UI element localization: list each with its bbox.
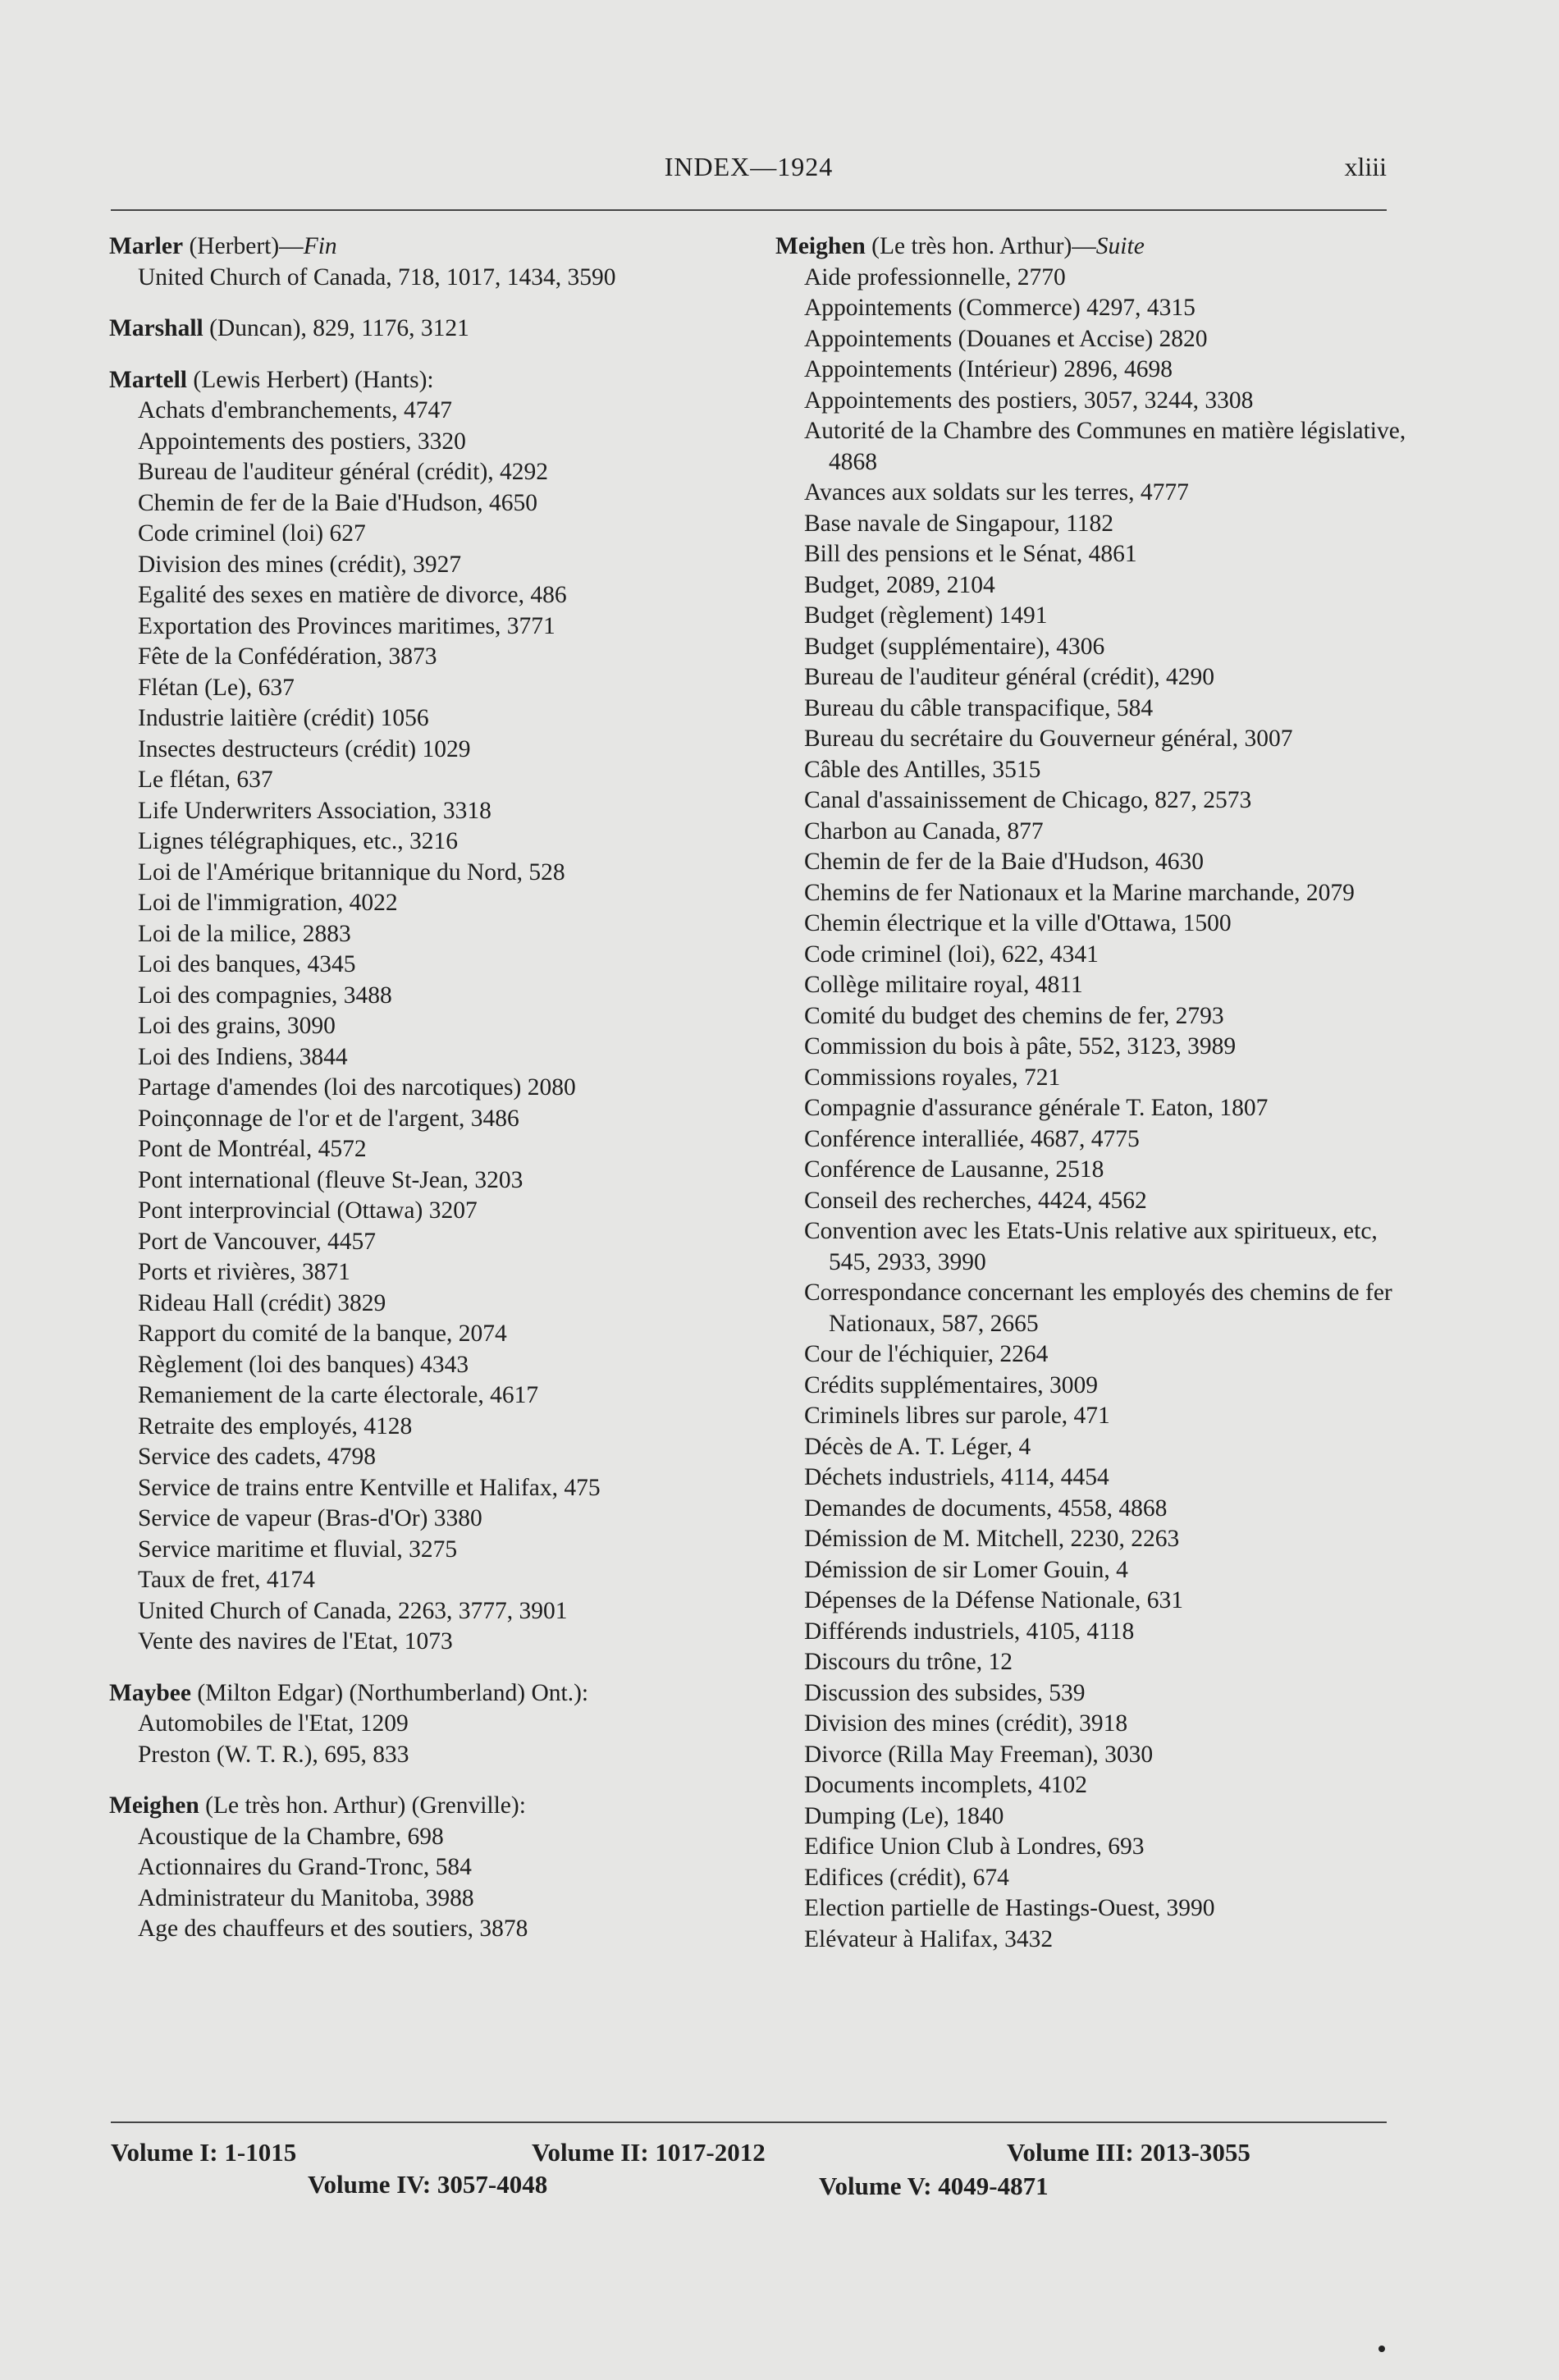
index-subentry: Rideau Hall (crédit) 3829: [138, 1289, 386, 1316]
index-subentry: Cour de l'échiquier, 2264: [804, 1341, 1049, 1367]
index-subentry: Pont international (fleuve St-Jean, 3203: [138, 1166, 523, 1193]
index-subentry: Election partielle de Hastings-Ouest, 3990: [804, 1895, 1215, 1921]
index-subentry: Port de Vancouver, 4457: [138, 1228, 376, 1255]
index-subentry: Elévateur à Halifax, 3432: [804, 1925, 1054, 1952]
volume-range-3: Volume III: 2013-3055: [1007, 2138, 1250, 2167]
member-name: Marshall: [109, 315, 203, 341]
index-subentry: United Church of Canada, 2263, 3777, 3901: [138, 1597, 568, 1624]
index-subentry: Acoustique de la Chambre, 698: [138, 1823, 444, 1850]
index-subentry: Budget (supplémentaire), 4306: [804, 633, 1105, 660]
index-subentry: Ports et rivières, 3871: [138, 1259, 350, 1285]
index-subentry: Chemin électrique et la ville d'Ottawa, 1500: [804, 910, 1232, 936]
entry-heading: [109, 231, 757, 263]
index-subentry: Retraite des employés, 4128: [138, 1412, 413, 1439]
member-name: Maybee: [109, 1679, 191, 1706]
index-subentry: Budget (règlement) 1491: [804, 602, 1048, 629]
index-subentry: Conférence interalliée, 4687, 4775: [804, 1125, 1140, 1152]
volume-range-1: Volume I: 1-1015: [111, 2138, 297, 2167]
index-subentry: Service de trains entre Kentville et Halifax, 475: [138, 1474, 601, 1501]
index-subentry: Industrie laitière (crédit) 1056: [138, 705, 429, 731]
member-details: (Duncan), 829, 1176, 3121: [203, 315, 469, 341]
index-entry: [109, 1791, 757, 1945]
index-subentry: Loi des banques, 4345: [138, 951, 356, 977]
page-title: INDEX—1924: [664, 152, 834, 181]
index-subentry: Appointements des postiers, 3057, 3244, 3308: [804, 387, 1254, 414]
index-subentry: Demandes de documents, 4558, 4868: [804, 1494, 1168, 1522]
index-subentry: Partage d'amendes (loi des narcotiques) 2080: [138, 1074, 576, 1101]
index-subentry: Lignes télégraphiques, etc., 3216: [138, 828, 458, 854]
index-subentry: Le flétan, 637: [138, 767, 273, 793]
member-details: (Le très hon. Arthur)—: [865, 233, 1096, 259]
index-subentry: Achats d'embranchements, 4747: [138, 397, 452, 423]
printer-mark: [1378, 2346, 1385, 2352]
index-subentry: Actionnaires du Grand-Tronc, 584: [138, 1854, 472, 1880]
index-subentry: Déchets industriels, 4114, 4454: [804, 1464, 1109, 1490]
volume-range-5: Volume V: 4049-4871: [819, 2172, 1049, 2200]
running-head: [111, 152, 1387, 193]
member-details: (Herbert)—: [183, 233, 304, 259]
index-subentry: Taux de fret, 4174: [138, 1567, 315, 1593]
index-subentry: Automobiles de l'Etat, 1209: [138, 1710, 409, 1737]
index-subentry: Correspondance concernant les employés des chemins de fer Nationaux, 587, 2665: [804, 1279, 1392, 1337]
entry-heading: [775, 231, 1424, 263]
index-subentry: Base navale de Singapour, 1182: [804, 510, 1114, 537]
entry-heading: [109, 1791, 757, 1822]
index-column-left: [109, 231, 757, 1945]
index-subentry: Pont de Montréal, 4572: [138, 1136, 367, 1162]
index-subentry: Rapport du comité de la banque, 2074: [138, 1320, 507, 1347]
footer-rule: [111, 2121, 1387, 2123]
index-subentry: Documents incomplets, 4102: [804, 1772, 1087, 1798]
member-details: (Le très hon. Arthur) (Grenville):: [199, 1792, 526, 1819]
index-subentry: Chemin de fer de la Baie d'Hudson, 4630: [804, 849, 1205, 875]
index-subentry: Edifices (crédit), 674: [804, 1864, 1009, 1891]
index-subentry: Commission du bois à pâte, 552, 3123, 3989: [804, 1033, 1237, 1060]
index-subentry: Décès de A. T. Léger, 4: [804, 1433, 1031, 1460]
index-subentry: Division des mines (crédit), 3927: [138, 551, 462, 578]
member-details: (Lewis Herbert) (Hants):: [187, 366, 434, 393]
entry-heading: [109, 1678, 757, 1709]
index-subentry: Collège militaire royal, 4811: [804, 972, 1083, 998]
index-subentry: Crédits supplémentaires, 3009: [804, 1371, 1099, 1398]
index-subentry: Chemins de fer Nationaux et la Marine marchande, 2079: [804, 879, 1355, 906]
index-subentry: Appointements (Douanes et Accise) 2820: [804, 325, 1208, 352]
index-subentry: Criminels libres sur parole, 471: [804, 1403, 1110, 1429]
index-subentry: Egalité des sexes en matière de divorce, 486: [138, 582, 567, 608]
index-subentry: Age des chauffeurs et des soutiers, 3878: [138, 1915, 528, 1942]
index-subentry: Bureau de l'auditeur général (crédit), 4292: [138, 459, 549, 485]
index-subentry: Service maritime et fluvial, 3275: [138, 1536, 458, 1563]
index-subentry: Comité du budget des chemins de fer, 2793: [804, 1002, 1224, 1029]
index-entry: [109, 314, 757, 345]
index-subentry: Edifice Union Club à Londres, 693: [804, 1833, 1145, 1860]
header-rule: [111, 209, 1387, 211]
index-subentry: Bureau de l'auditeur général (crédit), 4290: [804, 664, 1215, 690]
index-subentry: Discussion des subsides, 539: [804, 1679, 1086, 1706]
index-subentry: Démission de M. Mitchell, 2230, 2263: [804, 1526, 1180, 1552]
volume-range-4: Volume IV: 3057-4048: [308, 2170, 548, 2199]
index-subentry: Loi des grains, 3090: [138, 1013, 336, 1039]
index-subentry: Câble des Antilles, 3515: [804, 756, 1041, 783]
page-number: xliii: [1344, 152, 1387, 181]
index-subentry: Administrateur du Manitoba, 3988: [138, 1884, 474, 1911]
index-subentry: Preston (W. T. R.), 695, 833: [138, 1741, 409, 1768]
index-subentry: Conseil des recherches, 4424, 4562: [804, 1187, 1147, 1214]
index-subentry: Pont interprovincial (Ottawa) 3207: [138, 1197, 478, 1224]
member-details: (Milton Edgar) (Northumberland) Ont.):: [190, 1679, 589, 1706]
member-name: Meighen: [775, 233, 866, 259]
index-subentry: Code criminel (loi), 622, 4341: [804, 941, 1099, 968]
index-subentry: Loi de l'Amérique britannique du Nord, 528: [138, 858, 565, 886]
member-name: Meighen: [109, 1792, 199, 1819]
index-subentry: Canal d'assainissement de Chicago, 827, 2573: [804, 787, 1252, 813]
index-subentry: Compagnie d'assurance générale T. Eaton, 1807: [804, 1095, 1269, 1121]
index-subentry: Budget, 2089, 2104: [804, 571, 995, 598]
index-subentry: Bill des pensions et le Sénat, 4861: [804, 541, 1137, 567]
index-subentry: Convention avec les Etats-Unis relative aux spiritueux, etc, 545, 2933, 3990: [804, 1218, 1378, 1275]
index-subentry: Règlement (loi des banques) 4343: [138, 1351, 469, 1378]
index-subentry: Loi des compagnies, 3488: [138, 982, 392, 1009]
index-subentry: Service de vapeur (Bras-d'Or) 3380: [138, 1505, 482, 1531]
index-entry: [109, 365, 757, 1658]
index-subentry: Démission de sir Lomer Gouin, 4: [804, 1556, 1128, 1583]
index-subentry: Commissions royales, 721: [804, 1064, 1061, 1091]
index-subentry: Insectes destructeurs (crédit) 1029: [138, 735, 471, 762]
index-subentry: Division des mines (crédit), 3918: [804, 1710, 1128, 1737]
index-entry: [109, 1678, 757, 1771]
index-subentry: Charbon au Canada, 877: [804, 817, 1044, 844]
index-subentry: Exportation des Provinces maritimes, 3771: [138, 612, 555, 639]
index-subentry: Dumping (Le), 1840: [804, 1802, 1004, 1829]
index-subentry: Avances aux soldats sur les terres, 4777: [804, 479, 1189, 506]
index-subentry: Autorité de la Chambre des Communes en matière législative, 4868: [804, 418, 1406, 475]
index-subentry: Fête de la Confédération, 3873: [138, 643, 437, 670]
index-subentry: Différends industriels, 4105, 4118: [804, 1618, 1135, 1645]
member-name: Martell: [109, 366, 187, 393]
index-entry: [109, 231, 757, 293]
index-subentry: Bureau du câble transpacifique, 584: [804, 694, 1154, 721]
index-subentry: Loi de l'immigration, 4022: [138, 890, 398, 916]
volume-range-2: Volume II: 1017-2012: [532, 2138, 766, 2167]
entry-heading: [109, 365, 757, 396]
index-subentry: Service des cadets, 4798: [138, 1444, 376, 1470]
index-subentry: Bureau du secrétaire du Gouverneur général, 3007: [804, 725, 1293, 752]
index-subentry: Divorce (Rilla May Freeman), 3030: [804, 1741, 1154, 1768]
index-entry: [775, 231, 1424, 1955]
entry-heading: [109, 314, 757, 345]
index-subentry: Aide professionnelle, 2770: [804, 263, 1066, 291]
index-subentry: Conférence de Lausanne, 2518: [804, 1156, 1104, 1183]
continuation-marker: Fin: [303, 233, 337, 259]
index-subentry: Vente des navires de l'Etat, 1073: [138, 1628, 453, 1655]
index-subentry: Poinçonnage de l'or et de l'argent, 3486: [138, 1105, 519, 1132]
index-subentry: Loi de la milice, 2883: [138, 920, 351, 947]
index-subentry: Dépenses de la Défense Nationale, 631: [804, 1587, 1183, 1613]
index-subentry: Loi des Indiens, 3844: [138, 1043, 348, 1070]
index-subentry: Chemin de fer de la Baie d'Hudson, 4650: [138, 489, 538, 516]
index-subentry: Flétan (Le), 637: [138, 674, 295, 701]
index-subentry: Appointements des postiers, 3320: [138, 428, 466, 455]
index-subentry: United Church of Canada, 718, 1017, 1434, 3590: [138, 263, 616, 291]
index-subentry: Code criminel (loi) 627: [138, 520, 366, 547]
index-subentry: Life Underwriters Association, 3318: [138, 797, 491, 824]
index-subentry: Discours du trône, 12: [804, 1649, 1013, 1675]
index-subentry: Appointements (Commerce) 4297, 4315: [804, 295, 1196, 321]
index-subentry: Remaniement de la carte électorale, 4617: [138, 1382, 539, 1408]
index-column-right: [775, 231, 1424, 1955]
member-name: Marler: [109, 233, 184, 259]
continuation-marker: Suite: [1095, 233, 1145, 259]
index-subentry: Appointements (Intérieur) 2896, 4698: [804, 356, 1173, 382]
